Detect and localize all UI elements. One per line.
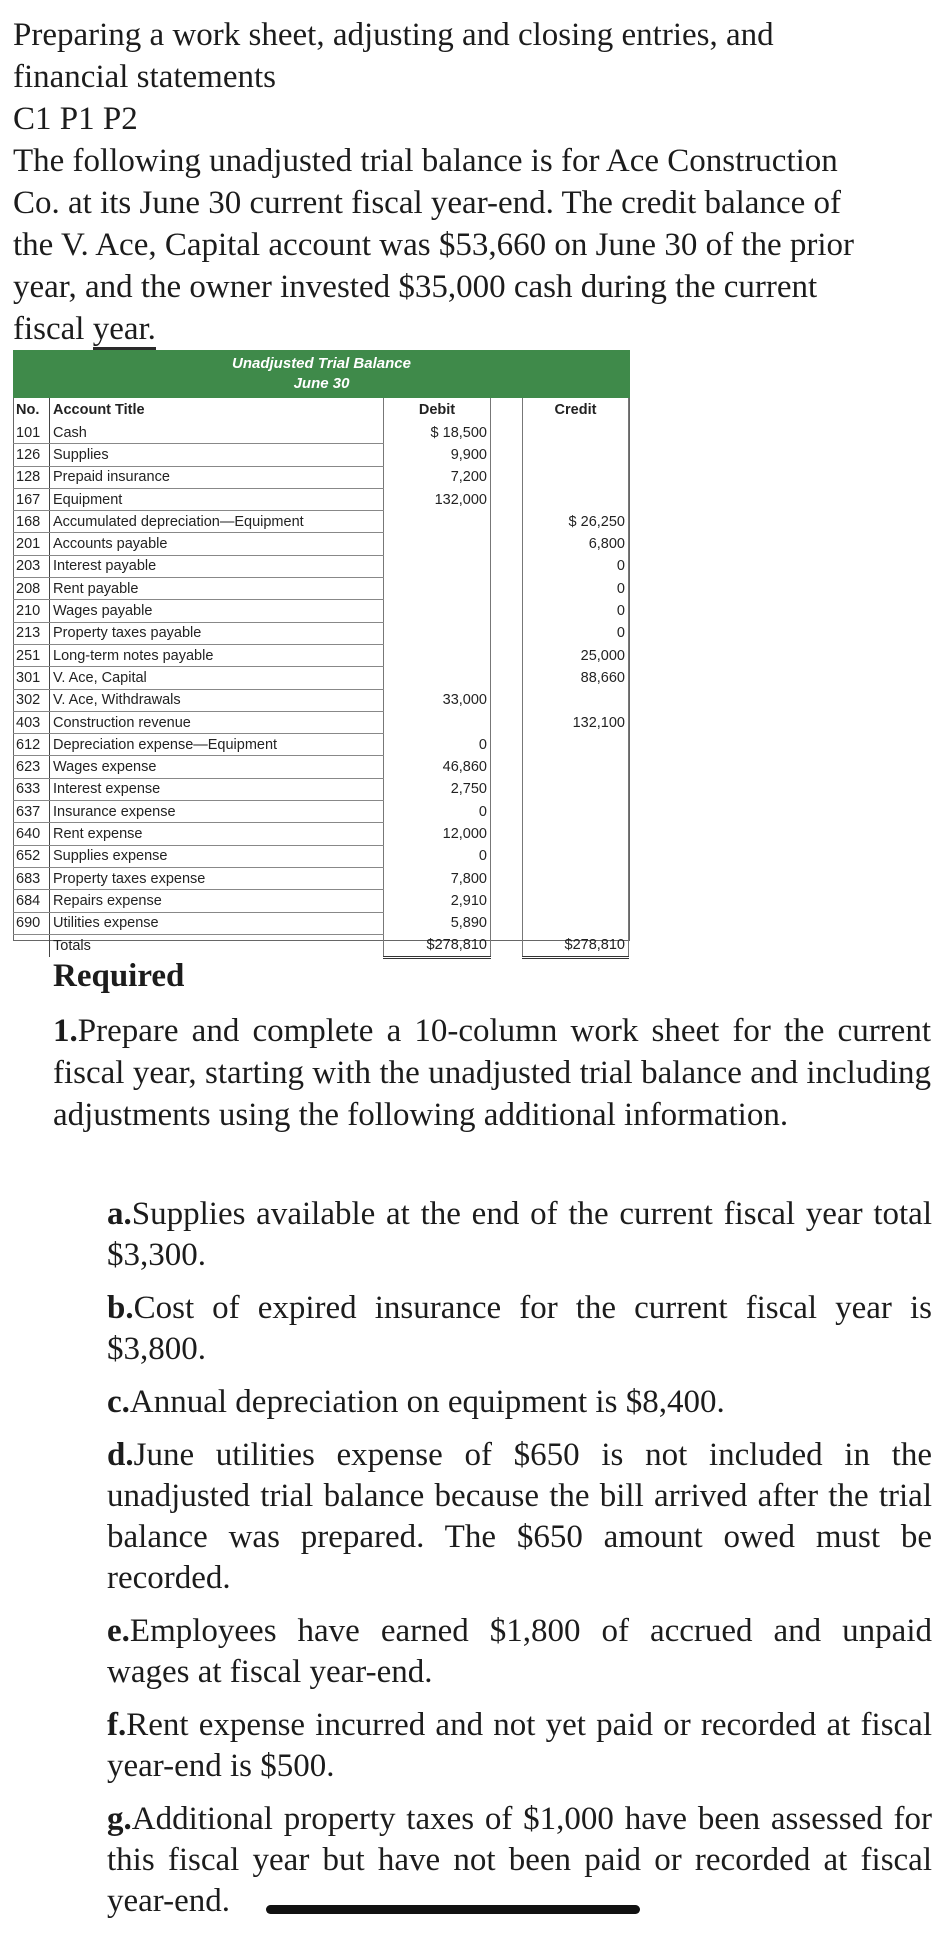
credit-amount: 25,000 (523, 644, 629, 666)
totals-row (13, 934, 671, 957)
account-number: 168 (13, 511, 50, 533)
totals-label: Totals (53, 937, 91, 954)
account-title: Wages payable (50, 600, 384, 622)
item-text: Supplies available at the end of the current fiscal year total $3,300. (107, 1196, 932, 1273)
debit-amount: 7,800 (384, 867, 491, 889)
account-title: Rent expense (50, 823, 384, 845)
table-row (13, 689, 671, 711)
total-debit: $278,810 (384, 934, 491, 957)
table-row (13, 622, 671, 644)
table-row (13, 600, 671, 622)
header-credit: Credit (523, 398, 629, 422)
account-number: 403 (13, 711, 50, 733)
credit-amount: $ 26,250 (523, 511, 629, 533)
trial-balance (13, 350, 630, 954)
credit-amount: 132,100 (523, 711, 629, 733)
item-text: Annual depreciation on equipment is $8,400. (129, 1384, 725, 1420)
account-number: 690 (13, 912, 50, 934)
adjustment-item-c (107, 1382, 932, 1423)
problem-title-line-2: financial statements (13, 59, 276, 95)
debit-amount: $ 18,500 (384, 422, 491, 444)
table-row (13, 778, 671, 800)
table-row (13, 466, 671, 488)
required-part-1 (53, 1010, 931, 1136)
account-number: 201 (13, 533, 50, 555)
credit-amount (523, 867, 629, 889)
table-row (13, 801, 671, 823)
credit-amount: 0 (523, 622, 629, 644)
account-number: 683 (13, 867, 50, 889)
table-row (13, 444, 671, 466)
header-account-title: Account Title (53, 402, 145, 418)
account-number: 684 (13, 890, 50, 912)
description-line-2: Co. at its June 30 current fiscal year-end. The credit balance of (13, 185, 841, 221)
account-title: V. Ace, Capital (50, 667, 384, 689)
table-row (13, 488, 671, 510)
debit-amount: 12,000 (384, 823, 491, 845)
debit-amount: 5,890 (384, 912, 491, 934)
header-no: No. (13, 398, 50, 422)
problem-title-line-1: Preparing a work sheet, adjusting and closing entries, and (13, 17, 774, 53)
account-number: 203 (13, 555, 50, 577)
account-title: Property taxes payable (50, 622, 384, 644)
table-row (13, 823, 671, 845)
account-title: Construction revenue (50, 711, 384, 733)
account-number: 640 (13, 823, 50, 845)
credit-amount (523, 845, 629, 867)
debit-amount (384, 600, 491, 622)
trial-balance-table (13, 398, 671, 959)
table-row (13, 555, 671, 577)
credit-amount (523, 734, 629, 756)
credit-amount: 6,800 (523, 533, 629, 555)
credit-amount: 0 (523, 578, 629, 600)
trial-balance-date: June 30 (293, 375, 350, 392)
table-row (13, 667, 671, 689)
account-title: Insurance expense (50, 801, 384, 823)
debit-amount: 9,900 (384, 444, 491, 466)
debit-amount: 33,000 (384, 689, 491, 711)
credit-amount (523, 488, 629, 510)
credit-amount: 0 (523, 555, 629, 577)
debit-amount: 46,860 (384, 756, 491, 778)
item-letter: b. (107, 1290, 134, 1326)
debit-amount: 2,750 (384, 778, 491, 800)
table-row (13, 578, 671, 600)
account-title: Supplies expense (50, 845, 384, 867)
credit-amount: 0 (523, 600, 629, 622)
debit-amount: 2,910 (384, 890, 491, 912)
table-row (13, 890, 671, 912)
table-row (13, 734, 671, 756)
credit-amount (523, 756, 629, 778)
item-letter: c. (107, 1384, 130, 1420)
learning-objective-codes: C1 P1 P2 (13, 101, 138, 137)
description-year: year. (93, 311, 156, 350)
account-number: 637 (13, 801, 50, 823)
table-row (13, 511, 671, 533)
account-title: Cash (50, 422, 384, 444)
item-letter: f. (107, 1707, 127, 1743)
description-line-4: year, and the owner invested $35,000 cash during the current (13, 269, 818, 305)
account-title: Interest expense (50, 778, 384, 800)
item-letter: g. (107, 1801, 132, 1837)
adjustment-item-b (107, 1288, 932, 1370)
account-number: 302 (13, 689, 50, 711)
credit-amount (523, 444, 629, 466)
description-line-1: The following unadjusted trial balance is for Ace Construction (13, 143, 838, 179)
header-debit: Debit (384, 398, 491, 422)
credit-amount (523, 823, 629, 845)
table-row (13, 756, 671, 778)
account-title: Wages expense (50, 756, 384, 778)
table-row (13, 533, 671, 555)
credit-amount (523, 689, 629, 711)
account-title: Interest payable (50, 555, 384, 577)
account-title: Equipment (50, 488, 384, 510)
credit-amount: 88,660 (523, 667, 629, 689)
account-number: 251 (13, 644, 50, 666)
adjustment-items (107, 1194, 932, 1934)
table-row (13, 711, 671, 733)
total-credit: $278,810 (523, 934, 629, 957)
account-number: 612 (13, 734, 50, 756)
debit-amount (384, 644, 491, 666)
scroll-indicator[interactable] (266, 1905, 640, 1914)
account-title: Utilities expense (50, 912, 384, 934)
debit-amount (384, 667, 491, 689)
account-number: 633 (13, 778, 50, 800)
debit-amount (384, 555, 491, 577)
account-title: V. Ace, Withdrawals (50, 689, 384, 711)
adjustment-item-f (107, 1705, 932, 1787)
credit-amount (523, 912, 629, 934)
intro-section (13, 14, 928, 350)
account-title: Depreciation expense—Equipment (50, 734, 384, 756)
item-letter: a. (107, 1196, 132, 1232)
credit-amount (523, 778, 629, 800)
account-title: Long-term notes payable (50, 644, 384, 666)
table-row (13, 845, 671, 867)
debit-amount (384, 711, 491, 733)
adjustment-item-a (107, 1194, 932, 1276)
credit-amount (523, 890, 629, 912)
adjustment-item-g (107, 1799, 932, 1922)
item-letter: e. (107, 1613, 130, 1649)
debit-amount: 0 (384, 845, 491, 867)
account-number: 623 (13, 756, 50, 778)
account-title: Repairs expense (50, 890, 384, 912)
account-title: Property taxes expense (50, 867, 384, 889)
table-row (13, 912, 671, 934)
part-1-text: Prepare and complete a 10-column work sheet for the current fiscal year, starting with the unadjusted trial balance and including adjustments using the following additional information. (53, 1013, 931, 1133)
credit-amount (523, 801, 629, 823)
account-number: 208 (13, 578, 50, 600)
account-number: 301 (13, 667, 50, 689)
account-title: Supplies (50, 444, 384, 466)
item-text: Employees have earned $1,800 of accrued and unpaid wages at fiscal year-end. (107, 1613, 932, 1690)
table-row (13, 867, 671, 889)
required-heading: Required (53, 958, 185, 994)
item-letter: d. (107, 1437, 134, 1473)
account-title: Accounts payable (50, 533, 384, 555)
debit-amount: 0 (384, 801, 491, 823)
adjustment-item-e (107, 1611, 932, 1693)
table-row (13, 644, 671, 666)
account-title: Prepaid insurance (50, 466, 384, 488)
debit-amount: 7,200 (384, 466, 491, 488)
description-line-3: the V. Ace, Capital account was $53,660 on June 30 of the prior (13, 227, 855, 263)
part-1-number: 1. (53, 1013, 78, 1049)
account-title: Rent payable (50, 578, 384, 600)
column-header-row (13, 398, 671, 422)
debit-amount (384, 533, 491, 555)
item-text: June utilities expense of $650 is not included in the unadjusted trial balance because the bill arrived after the trial balance was prepared. The $650 amount owed must be recorded. (107, 1437, 932, 1596)
adjustment-item-d (107, 1435, 932, 1599)
debit-amount: 0 (384, 734, 491, 756)
account-number: 652 (13, 845, 50, 867)
description-line-5 (13, 308, 928, 350)
credit-amount (523, 422, 629, 444)
account-number: 126 (13, 444, 50, 466)
debit-amount (384, 622, 491, 644)
account-number: 167 (13, 488, 50, 510)
credit-amount (523, 466, 629, 488)
item-text: Cost of expired insurance for the current fiscal year is $3,800. (107, 1290, 932, 1367)
trial-balance-header (13, 350, 630, 398)
account-number: 213 (13, 622, 50, 644)
account-title: Accumulated depreciation—Equipment (50, 511, 384, 533)
trial-balance-title: Unadjusted Trial Balance (232, 355, 411, 372)
debit-amount: 132,000 (384, 488, 491, 510)
item-text: Additional property taxes of $1,000 have been assessed for this fiscal year but have not been paid or recorded at fiscal year-end. (107, 1801, 932, 1919)
table-row (13, 422, 671, 444)
debit-amount (384, 511, 491, 533)
account-number: 128 (13, 466, 50, 488)
item-text: Rent expense incurred and not yet paid or recorded at fiscal year-end is $500. (107, 1707, 932, 1784)
description-fiscal: fiscal (13, 311, 93, 347)
debit-amount (384, 578, 491, 600)
account-number: 210 (13, 600, 50, 622)
account-number: 101 (13, 422, 50, 444)
